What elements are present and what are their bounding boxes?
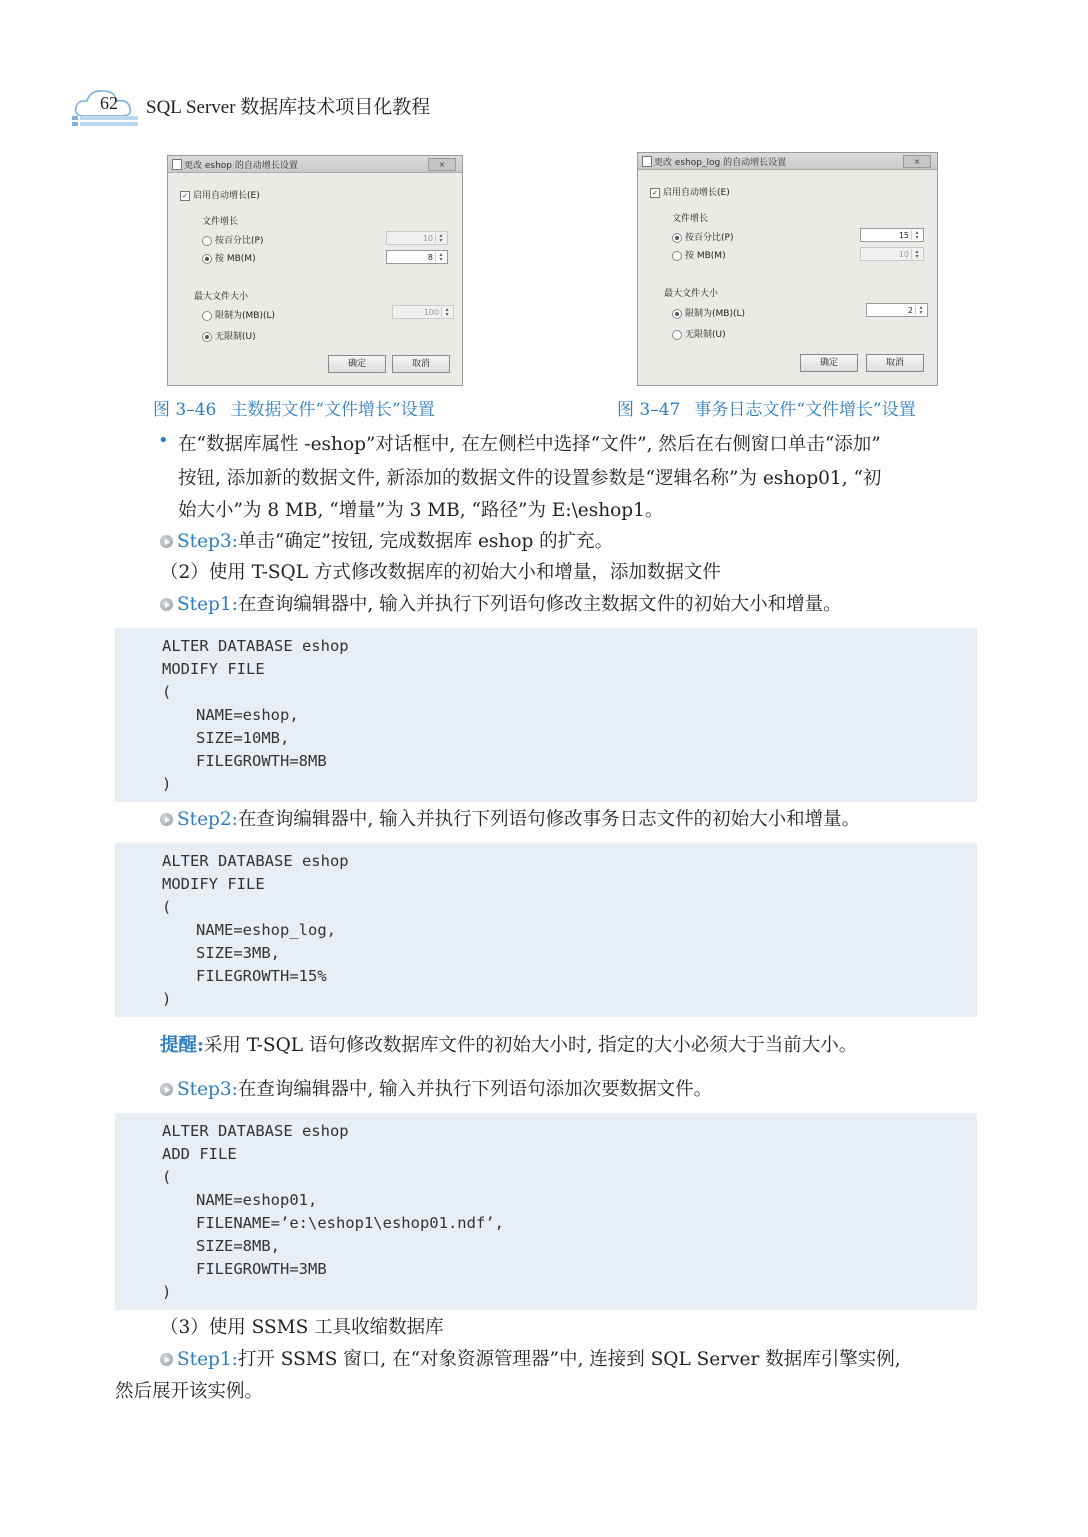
code-line: ALTER DATABASE eshop [162, 852, 349, 870]
radio-icon [672, 251, 682, 261]
code-line: ALTER DATABASE eshop [162, 637, 349, 655]
step1-open-ssms: Step1:打开 SSMS 窗口, 在“对象资源管理器”中, 连接到 SQL Server 数据库引擎实例, [160, 1343, 901, 1377]
ok-button[interactable]: 确定 [328, 355, 386, 373]
max-file-size-label: 最大文件大小 [194, 292, 249, 302]
radio-selected-icon [672, 309, 682, 319]
cancel-button[interactable]: 取消 [392, 355, 450, 373]
autogrowth-dialog-eshop-log [637, 152, 938, 386]
step-arrow-icon [160, 1353, 173, 1366]
growth-percent-radio[interactable]: 按百分比(P) [202, 233, 263, 246]
file-growth-label: 文件增长 [202, 217, 239, 227]
step2-alter-log: Step2:在查询编辑器中, 输入并执行下列语句修改事务日志文件的初始大小和增量。 [160, 803, 860, 837]
dialog-title: 更改 eshop 的自动增长设置 [184, 161, 298, 171]
radio-icon [672, 330, 682, 340]
ok-button[interactable]: 确定 [800, 354, 858, 372]
dialog-titlebar [638, 153, 937, 170]
section-2-heading: （2）使用 T-SQL 方式修改数据库的初始大小和增量，添加数据文件 [160, 562, 721, 583]
close-button[interactable]: × [903, 155, 931, 168]
radio-selected-icon [202, 332, 212, 342]
code-block-1 [115, 628, 977, 802]
dialog-title: 更改 eshop_log 的自动增长设置 [654, 158, 787, 168]
code-line: MODIFY FILE [162, 875, 265, 893]
radio-icon [202, 311, 212, 321]
dialog-icon [642, 156, 652, 167]
spinner-arrows-icon: ▴ ▾ [435, 252, 446, 262]
radio-selected-icon [672, 233, 682, 243]
step-arrow-icon [160, 1083, 173, 1096]
enable-autogrowth-checkbox[interactable]: ✓ 启用自动增长(E) [180, 188, 260, 201]
spinner-arrows-icon: ▴ ▾ [435, 233, 446, 243]
code-line: ) [162, 775, 172, 793]
close-button[interactable]: × [428, 158, 456, 171]
growth-mb-radio[interactable]: 按 MB(M) [202, 251, 256, 264]
radio-selected-icon [202, 254, 212, 264]
max-file-size-label: 最大文件大小 [664, 289, 719, 299]
step3-complete: Step3:单击“确定”按钮, 完成数据库 eshop 的扩充。 [160, 525, 613, 559]
code-line: FILEGROWTH=8MB [196, 752, 327, 770]
step-arrow-icon [160, 598, 173, 611]
step1-alter-primary: Step1:在查询编辑器中, 输入并执行下列语句修改主数据文件的初始大小和增量。 [160, 588, 842, 622]
code-line: ALTER DATABASE eshop [162, 1122, 349, 1140]
code-block-2 [115, 843, 977, 1017]
spinner-arrows-icon: ▴ ▾ [441, 307, 452, 317]
percent-value-input[interactable]: 10 ▴ ▾ [386, 231, 448, 245]
step-arrow-icon [160, 813, 173, 826]
file-growth-label: 文件增长 [672, 214, 709, 224]
page-number: 62 [100, 93, 118, 113]
code-line: FILENAME=’e:\eshop1\eshop01.ndf’, [196, 1214, 504, 1232]
radio-icon [202, 236, 212, 246]
mb-value-input[interactable]: 8 ▴ ▾ [386, 250, 448, 264]
step-arrow-icon [160, 535, 173, 548]
checkmark-icon: ✓ [650, 188, 660, 198]
book-title: SQL Server 数据库技术项目化教程 [146, 97, 431, 118]
spinner-arrows-icon: ▴ ▾ [915, 305, 926, 315]
unlimited-radio[interactable]: 无限制(U) [672, 327, 726, 340]
step1-continuation: 然后展开该实例。 [115, 1381, 264, 1402]
figure-caption-3-46: 图 3–46 主数据文件“文件增长”设置 [153, 400, 435, 420]
tip-note: 提醒:采用 T-SQL 语句修改数据库文件的初始大小时, 指定的大小必须大于当前大小。 [160, 1035, 858, 1056]
growth-mb-radio[interactable]: 按 MB(M) [672, 248, 726, 261]
code-line: FILEGROWTH=15% [196, 967, 327, 985]
code-line: ( [162, 683, 172, 701]
checkmark-icon: ✓ [180, 191, 190, 201]
growth-percent-radio[interactable]: 按百分比(P) [672, 230, 733, 243]
code-line: SIZE=8MB, [196, 1237, 280, 1255]
limit-value-input[interactable]: 2 ▴ ▾ [866, 303, 928, 317]
figure-caption-3-47: 图 3–47 事务日志文件“文件增长”设置 [617, 400, 916, 420]
code-line: NAME=eshop, [196, 706, 299, 724]
limit-value-input[interactable]: 100 ▴ ▾ [392, 305, 454, 319]
limit-radio[interactable]: 限制为(MB)(L) [202, 308, 275, 321]
code-line: NAME=eshop01, [196, 1191, 318, 1209]
mb-value-input[interactable]: 10 ▴ ▾ [860, 247, 924, 261]
spinner-arrows-icon: ▴ ▾ [911, 249, 922, 259]
code-line: ADD FILE [162, 1145, 237, 1163]
page-header [70, 86, 490, 130]
bullet-icon: • [158, 430, 169, 451]
unlimited-radio[interactable]: 无限制(U) [202, 329, 256, 342]
code-line: MODIFY FILE [162, 660, 265, 678]
bullet-line-1: 在“数据库属性 -eshop”对话框中, 在左侧栏中选择“文件”, 然后在右侧窗口单击“添加” [178, 434, 881, 455]
step3-add-file: Step3:在查询编辑器中, 输入并执行下列语句添加次要数据文件。 [160, 1073, 712, 1107]
dialog-icon [172, 159, 182, 170]
code-line: FILEGROWTH=3MB [196, 1260, 327, 1278]
section-3-heading: （3）使用 SSMS 工具收缩数据库 [160, 1317, 444, 1338]
code-block-3 [115, 1113, 977, 1310]
bullet-line-3: 始大小”为 8 MB, “增量”为 3 MB, “路径”为 E:\eshop1。 [178, 500, 664, 521]
spinner-arrows-icon: ▴ ▾ [911, 230, 922, 240]
code-line: NAME=eshop_log, [196, 921, 336, 939]
percent-value-input[interactable]: 15 ▴ ▾ [860, 228, 924, 242]
dialog-titlebar [168, 156, 462, 173]
limit-radio[interactable]: 限制为(MB)(L) [672, 306, 745, 319]
code-line: SIZE=10MB, [196, 729, 290, 747]
code-line: ) [162, 1283, 172, 1301]
code-line: ) [162, 990, 172, 1008]
enable-autogrowth-checkbox[interactable]: ✓ 启用自动增长(E) [650, 185, 730, 198]
cancel-button[interactable]: 取消 [866, 354, 924, 372]
code-line: ( [162, 1168, 172, 1186]
code-line: SIZE=3MB, [196, 944, 280, 962]
autogrowth-dialog-eshop [167, 155, 463, 386]
bullet-line-2: 按钮, 添加新的数据文件, 新添加的数据文件的设置参数是“逻辑名称”为 eshop01, “初 [178, 468, 882, 489]
code-line: ( [162, 898, 172, 916]
